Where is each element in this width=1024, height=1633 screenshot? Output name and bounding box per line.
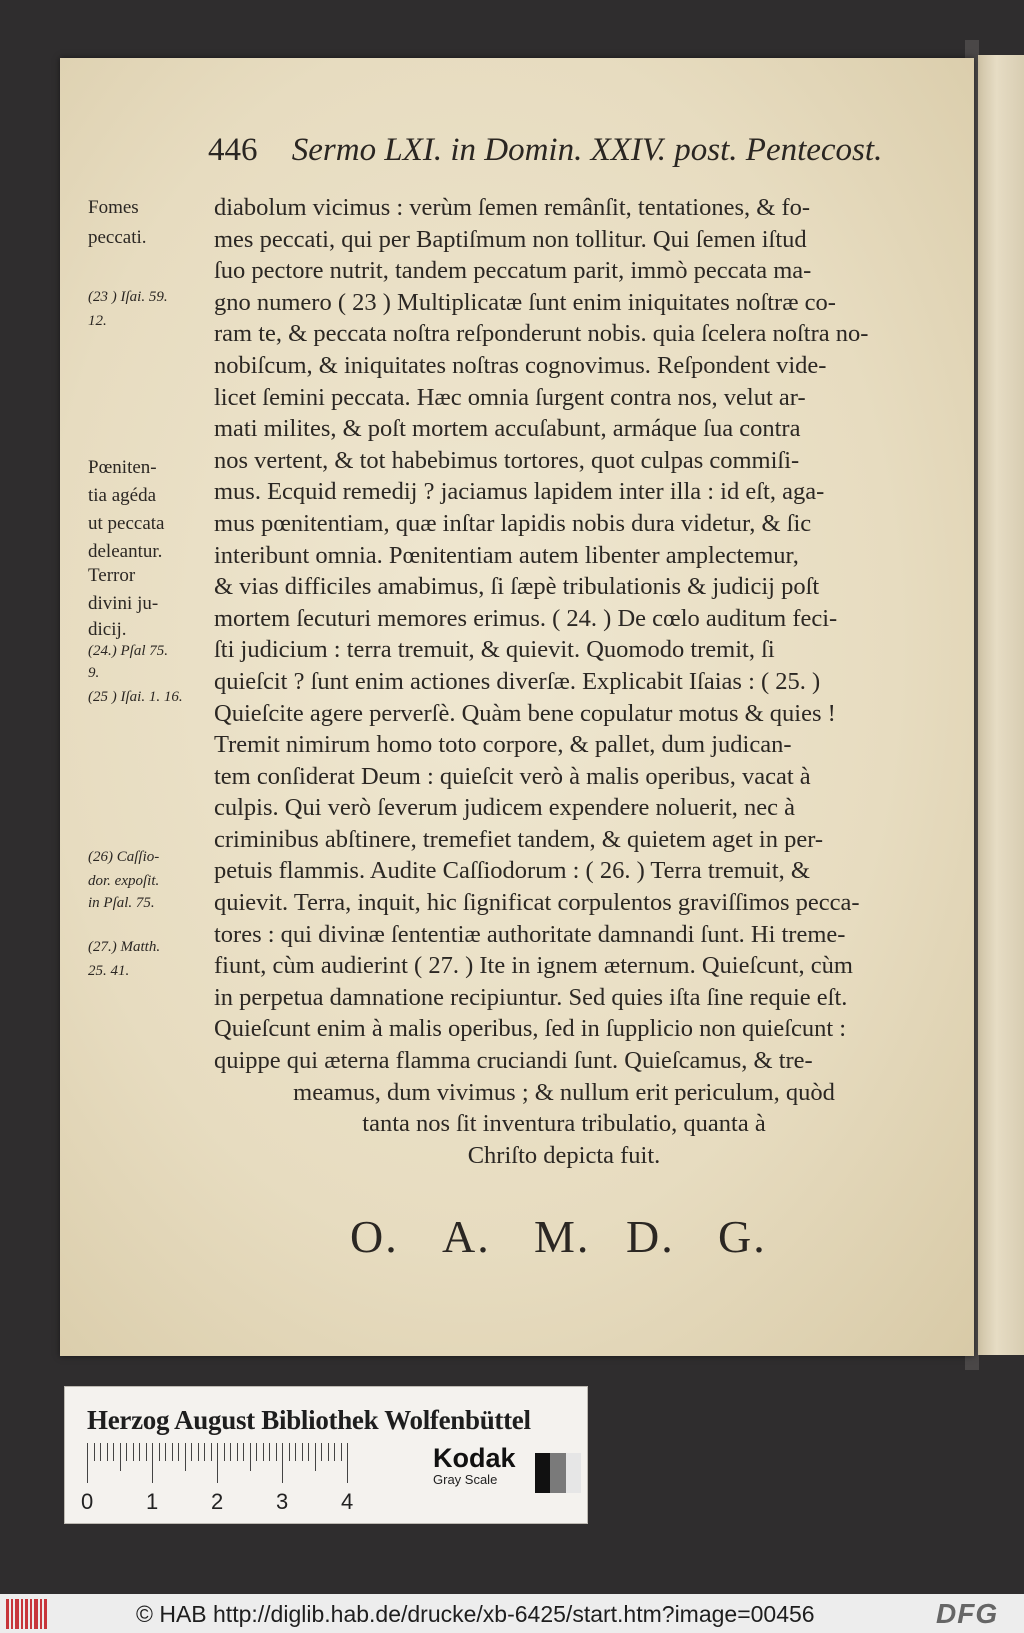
page-number: 446 (208, 132, 258, 168)
ruler-tick (224, 1443, 225, 1461)
ruler-label: 1 (146, 1489, 159, 1514)
margin-reference: in Pſal. 75. (88, 895, 155, 911)
text-line: Quieſcunt enim à malis operibus, ſed in ſupplicio non quieſcunt : (214, 1015, 847, 1043)
text-line: Chriſto depicta fuit. (467, 1141, 661, 1169)
ruler-tick (146, 1443, 147, 1461)
text-line: mus. Ecquid remedij ? jaciamus lapidem inter illa : id eſt, aga- (214, 478, 825, 506)
margin-reference: (23 ) Iſai. 59. (88, 289, 168, 305)
ruler-tick (126, 1443, 127, 1461)
kodak-logo (433, 1443, 516, 1487)
ruler-tick (87, 1443, 88, 1483)
ruler-tick (341, 1443, 342, 1461)
ruler-tick (308, 1443, 309, 1461)
text-line: mus pœnitentiam, quæ inſtar lapidis nobis dura videtur, & ſic (214, 509, 812, 537)
text-line: nobiſcum, & iniquitates noſtras cognovimus. Reſpondent vide- (214, 351, 827, 379)
kodak-brand: Kodak (433, 1443, 516, 1473)
text-line: Quieſcite agere perverſè. Quàm bene copulatur motus & quies ! (214, 699, 836, 727)
ruler-tick (237, 1443, 238, 1461)
ruler-tick (185, 1443, 186, 1471)
text-line: fiunt, cùm audierint ( 27. ) Ite in ignem æternum. Quieſcunt, cùm (214, 952, 853, 980)
margin-heading: peccati. (88, 227, 147, 248)
margin-reference: 12. (88, 313, 107, 329)
finis-initials (350, 1210, 830, 1270)
ruler-tick (269, 1443, 270, 1461)
dfg-logo: DFG (936, 1598, 999, 1629)
margin-heading: ut peccata (88, 513, 165, 534)
text-line: petuis flammis. Audite Caſſiodorum : ( 26. ) Terra tremuit, & (214, 857, 810, 885)
ruler-tick (198, 1443, 199, 1461)
ruler-tick (178, 1443, 179, 1461)
ruler-label: 0 (81, 1489, 94, 1514)
margin-reference: (24.) Pſal 75. (88, 643, 168, 659)
finis-letter: D. (626, 1211, 675, 1262)
text-line: quieſcit ? ſunt enim actiones diverſæ. Explicabit Iſaias : ( 25. ) (214, 667, 821, 695)
ruler-tick (328, 1443, 329, 1461)
margin-reference: 25. 41. (88, 963, 130, 979)
text-line: quievit. Terra, inquit, hic ſignificat corpulentos graviſſimos pecca- (214, 889, 860, 917)
text-line: interibunt omnia. Pœnitentiam autem libenter amplectemur, (214, 541, 799, 569)
ruler-tick (100, 1443, 101, 1461)
ruler-tick (276, 1443, 277, 1461)
ruler-tick (120, 1443, 121, 1471)
ruler-tick (347, 1443, 348, 1483)
footer-bar (0, 1594, 1024, 1633)
finis-letter: O. (350, 1211, 399, 1262)
text-line: tem conſiderat Deum : quieſcit verò à malis operibus, vacat à (214, 762, 811, 790)
margin-heading: Terror (88, 565, 136, 586)
ruler-tick (217, 1443, 218, 1483)
text-line: criminibus abſtinere, tremefiet tandem, & quietem aget in per- (214, 825, 824, 853)
margin-heading: Pœniten- (88, 457, 157, 478)
ruler-tick (243, 1443, 244, 1461)
ruler-tick (172, 1443, 173, 1461)
text-line: ram te, & peccata noſtra reſponderunt nobis. quia ſcelera noſtra no- (214, 320, 869, 348)
gray-swatch (535, 1453, 581, 1493)
text-line: licet ſemini peccata. Hæc omnia ſurgent contra nos, velut ar- (214, 383, 806, 411)
margin-reference: (27.) Matth. (88, 939, 161, 955)
margin-heading: deleantur. (88, 541, 163, 562)
text-line: mati milites, & poſt mortem accuſabunt, armáque ſua contra (214, 415, 801, 443)
ruler-tick (282, 1443, 283, 1483)
ruler-tick (315, 1443, 316, 1471)
finis-letter: M. (534, 1211, 591, 1262)
text-line: mortem ſecuturi memores erimus. ( 24. ) De cœlo auditum feci- (214, 604, 838, 632)
margin-heading: dicij. (88, 619, 127, 640)
running-head (208, 132, 908, 176)
library-name: Herzog August Bibliothek Wolfenbüttel (87, 1405, 531, 1435)
swatch-gray (550, 1453, 565, 1493)
margin-reference: (25 ) Iſai. 1. 16. (88, 689, 183, 705)
text-line: mes peccati, qui per Baptiſmum non tollitur. Qui ſemen iſtud (214, 225, 807, 253)
ruler-tick (230, 1443, 231, 1461)
margin-heading: Fomes (88, 197, 139, 218)
ruler-tick (133, 1443, 134, 1461)
copyright-link[interactable]: © HAB http://diglib.hab.de/drucke/xb-6425/start.htm?image=00456 (136, 1601, 815, 1627)
ruler-label: 4 (341, 1489, 354, 1514)
ruler-label: 3 (276, 1489, 289, 1514)
ruler-tick (250, 1443, 251, 1471)
margin-heading: divini ju- (88, 593, 159, 614)
ruler-tick (94, 1443, 95, 1461)
swatch-white (566, 1453, 581, 1493)
margin-reference: (26) Caſſio- (88, 849, 160, 865)
adjacent-page-edge (978, 55, 1024, 1355)
text-line: ſti judicium : terra tremuit, & quievit. Quomodo tremit, ſi (214, 636, 775, 664)
ruler-tick (211, 1443, 212, 1461)
text-line: diabolum vicimus : verùm ſemen remânſit, tentationes, & fo- (214, 194, 811, 221)
ruler-tick (289, 1443, 290, 1461)
ruler-tick (113, 1443, 114, 1461)
ruler-tick (302, 1443, 303, 1461)
ruler-tick (191, 1443, 192, 1461)
body-text (214, 192, 954, 1171)
swatch-black (535, 1453, 550, 1493)
text-line: ſuo pectore nutrit, tandem peccatum parit, immò peccata ma- (214, 257, 812, 285)
margin-reference: dor. expoſit. (88, 873, 160, 889)
finis-letter: G. (718, 1211, 767, 1262)
text-line: gno numero ( 23 ) Multiplicatæ ſunt enim iniquitates noſtræ co- (214, 288, 836, 316)
barcode-icon (6, 1599, 48, 1629)
text-line: nos vertent, & tot habebimus tortores, quot culpas commiſi- (214, 446, 800, 474)
text-line: tores : qui divinæ ſententiæ authoritate damnandi ſunt. Hi treme- (214, 920, 846, 948)
ruler-tick (321, 1443, 322, 1461)
finis-letter: A. (442, 1211, 491, 1262)
ruler-tick (334, 1443, 335, 1461)
ruler-label: 2 (211, 1489, 224, 1514)
text-line: tanta nos ſit inventura tribulatio, quanta à (362, 1110, 766, 1138)
margin-reference: 9. (88, 665, 100, 681)
ruler-tick (165, 1443, 166, 1461)
ruler-tick (295, 1443, 296, 1461)
ruler-tick (204, 1443, 205, 1461)
kodak-subtitle: Gray Scale (433, 1472, 498, 1487)
ruler-tick (152, 1443, 153, 1483)
colour-calibration-card (64, 1386, 588, 1524)
margin-heading: tia agéda (88, 485, 157, 506)
ruler-tick (256, 1443, 257, 1461)
ruler-tick (139, 1443, 140, 1461)
text-line: quippe qui æterna flamma cruciandi ſunt. Quieſcamus, & tre- (214, 1047, 813, 1075)
text-line: culpis. Qui verò ſeverum judicem expendere noluerit, nec à (214, 794, 795, 822)
text-line: in perpetua damnatione recipiuntur. Sed quies iſta ſine requie eſt. (214, 983, 848, 1011)
ruler-tick (159, 1443, 160, 1461)
ruler-tick (107, 1443, 108, 1461)
scale-ruler (81, 1443, 417, 1514)
text-line: meamus, dum vivimus ; & nullum erit periculum, quòd (293, 1078, 835, 1106)
ruler-tick (263, 1443, 264, 1461)
text-line: Tremit nimirum homo toto corpore, & pallet, dum judican- (214, 731, 792, 759)
running-title: Sermo LXI. in Domin. XXIV. post. Pentecost. (291, 132, 883, 168)
text-line: & vias difficiles amabimus, ſi ſæpè tribulationis & judicij poſt (214, 573, 820, 601)
